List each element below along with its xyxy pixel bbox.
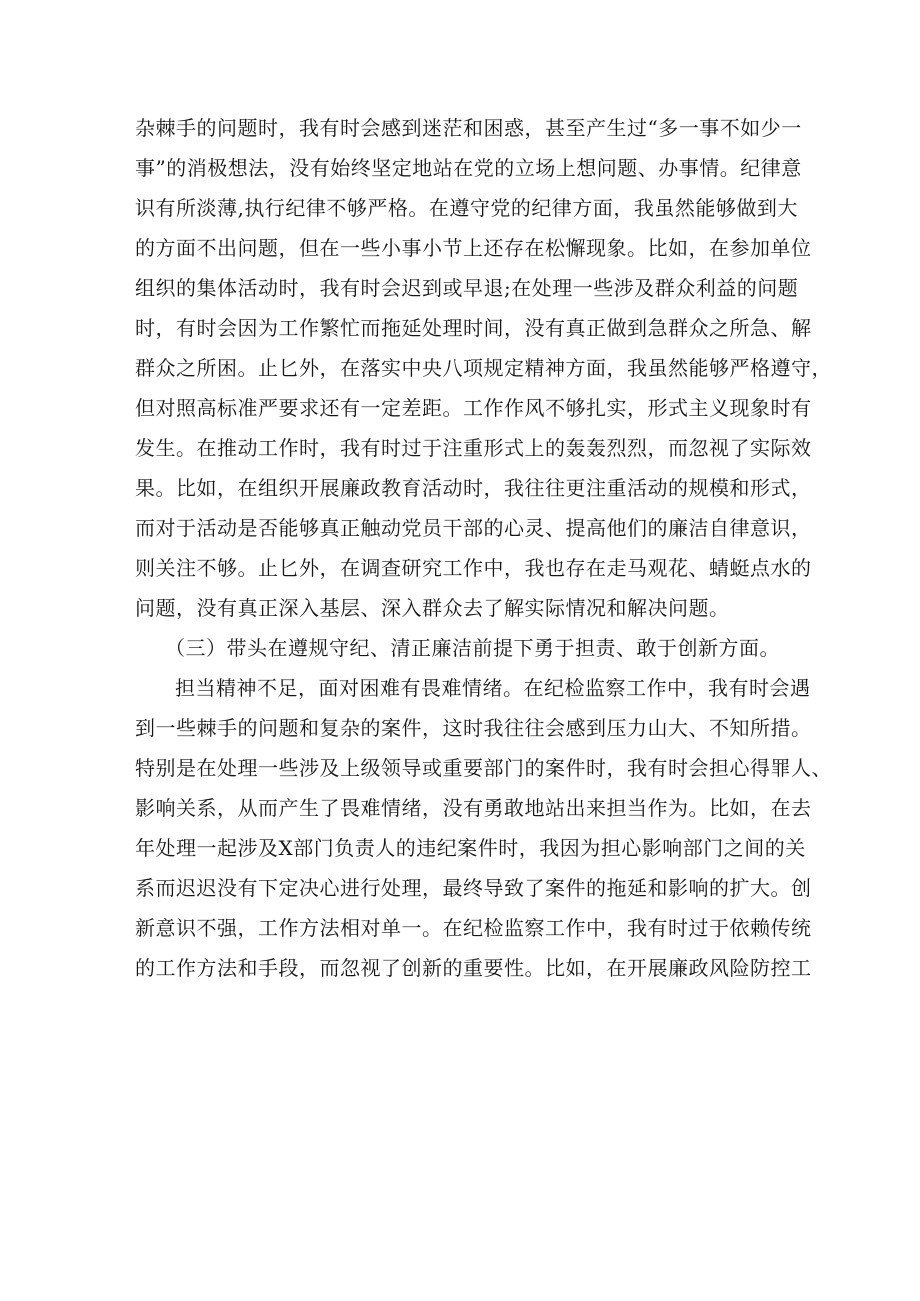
text-line: 担当精神不足，面对困难有畏难情绪。在纪检监察工作中，我有时会遇 — [175, 676, 811, 700]
text-line: 时，有时会因为工作繁忙而拖延处理时间，没有真正做到急群众之所急、解 — [135, 316, 812, 340]
text-line: 系而迟迟没有下定决心进行处理，最终导致了案件的拖延和影响的扩大。创 — [135, 876, 812, 900]
text-line: 影响关系，从而产生了畏难情绪，没有勇敢地站出来担当作为。比如，在去 — [135, 796, 812, 820]
text-line: 杂棘手的问题时，我有时会感到迷茫和困惑，甚至产生过“多一事不如少一 — [135, 116, 802, 140]
text-line: 果。比如，在组织开展廉政教育活动时，我往往更注重活动的规模和形式， — [135, 476, 812, 500]
text-line: 群众之所困。止匕外，在落实中央八项规定精神方面，我虽然能够严格遵守， — [135, 356, 832, 380]
text-line: 组织的集体活动时，我有时会迟到或早退;在处理一些涉及群众利益的问题 — [135, 276, 799, 300]
document-body — [135, 108, 832, 988]
text-line: 问题，没有真正深入基层、深入群众去了解实际情况和解决问题。 — [135, 596, 730, 620]
text-line: 的工作方法和手段，而忽视了创新的重要性。比如，在开展廉政风险防控工 — [135, 956, 812, 980]
text-line: 则关注不够。止匕外，在调查研究工作中，我也存在走马观花、蜻蜓点水的 — [135, 556, 812, 580]
text-line: 事”的消极想法，没有始终坚定地站在党的立场上想问题、办事情。纪律意 — [135, 156, 802, 180]
text-line: 而对于活动是否能够真正触动党员干部的心灵、提高他们的廉洁自律意识， — [135, 516, 812, 540]
text-line: 识有所淡薄,执行纪律不够严格。在遵守党的纪律方面，我虽然能够做到大 — [135, 196, 798, 220]
text-line: 但对照高标准严要求还有一定差距。工作作风不够扎实，形式主义现象时有 — [135, 396, 812, 420]
text-line: 新意识不强，工作方法相对单一。在纪检监察工作中，我有时过于依赖传统 — [135, 916, 812, 940]
text-line: 发生。在推动工作时，我有时过于注重形式上的轰轰烈烈，而忽视了实际效 — [135, 436, 812, 460]
text-line: 到一些棘手的问题和复杂的案件，这时我往往会感到压力山大、不知所措。 — [135, 716, 812, 740]
text-line: 的方面不出问题，但在一些小事小节上还存在松懈现象。比如，在参加单位 — [135, 236, 812, 260]
paragraph-discipline — [135, 108, 832, 628]
text-line: 年处理一起涉及X部门负责人的违纪案件时，我因为担心影响部门之间的关 — [135, 836, 806, 860]
text-line: 特别是在处理一些涉及上级领导或重要部门的案件时，我有时会担心得罪人、 — [135, 756, 832, 780]
paragraph-responsibility — [135, 668, 832, 988]
section-heading: （三）带头在遵规守纪、清正廉洁前提下勇于担责、敢于创新方面。 — [165, 636, 780, 660]
